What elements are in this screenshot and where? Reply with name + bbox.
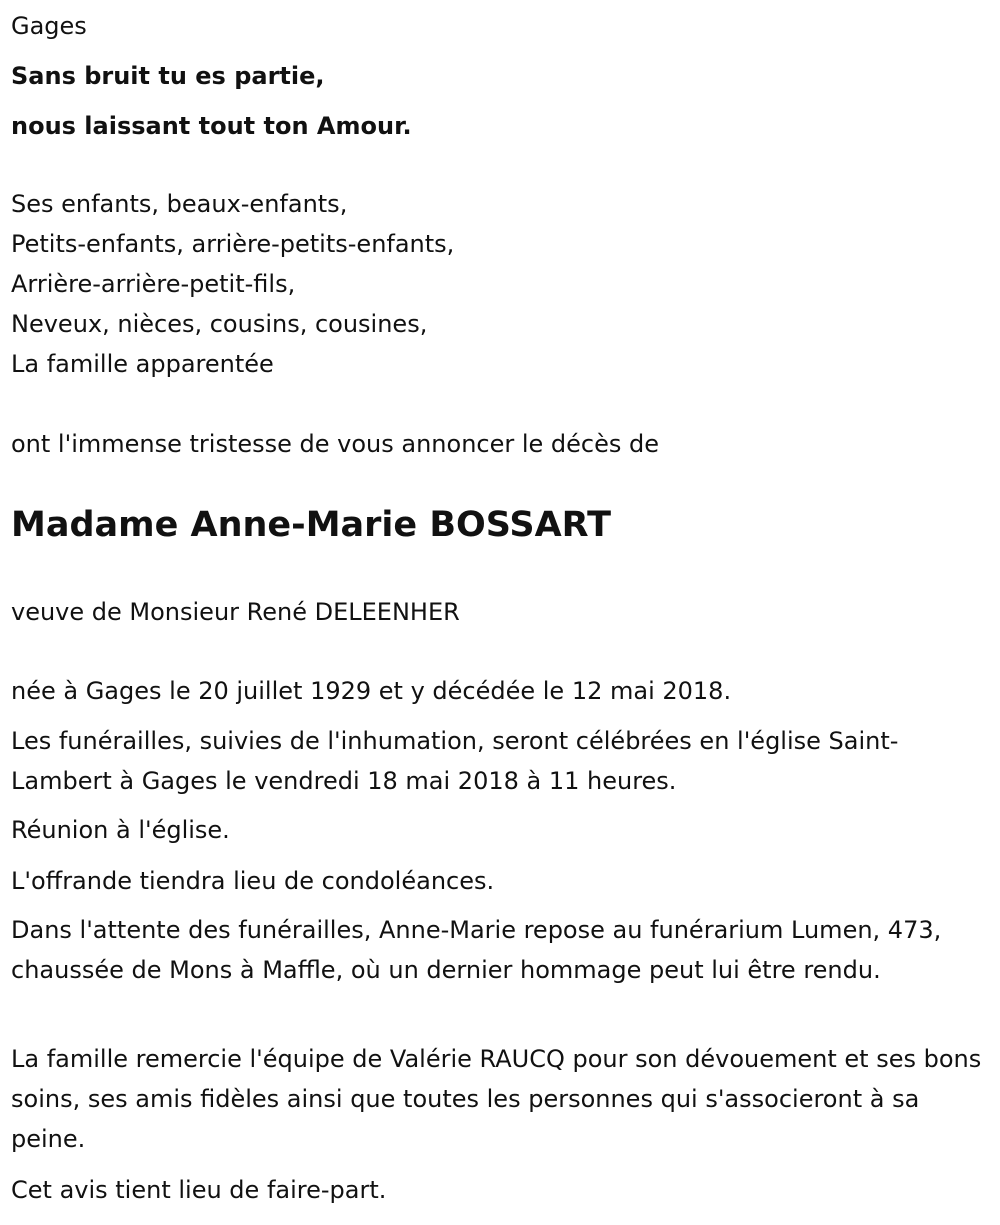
birth-death-paragraph: née à Gages le 20 juillet 1929 et y décédée le 12 mai 2018.: [11, 677, 732, 705]
announcement-text: ont l'immense tristesse de vous annoncer le décès de: [11, 430, 660, 458]
poem-line-2: nous laissant tout ton Amour.: [11, 112, 412, 140]
family-line-3: Arrière-arrière-petit-fils,: [11, 270, 296, 298]
closing-paragraph: Cet avis tient lieu de faire-part.: [11, 1176, 387, 1204]
deceased-name: Madame Anne-Marie BOSSART: [11, 505, 611, 545]
family-line-5: La famille apparentée: [11, 350, 274, 378]
rest-paragraph: Dans l'attente des funérailles, Anne-Marie repose au funérarium Lumen, 473, chaussée de Mons à Maffle, où un dernier hommage peut lui être rendu.: [11, 916, 942, 984]
funeral-paragraph: Les funérailles, suivies de l'inhumation, seront célébrées en l'église Saint-Lambert à Gages le vendredi 18 mai 2018 à 11 heures.: [11, 727, 899, 795]
place-heading: Gages: [11, 12, 87, 40]
family-line-1: Ses enfants, beaux-enfants,: [11, 190, 348, 218]
poem-line-1: Sans bruit tu es partie,: [11, 62, 325, 90]
meeting-paragraph: Réunion à l'église.: [11, 816, 230, 844]
widow-of-text: veuve de Monsieur René DELEENHER: [11, 598, 460, 626]
family-line-4: Neveux, nièces, cousins, cousines,: [11, 310, 428, 338]
thanks-paragraph: La famille remercie l'équipe de Valérie RAUCQ pour son dévouement et ses bons soins, ses amis fidèles ainsi que toutes les personnes qui s'associeront à sa peine.: [11, 1045, 982, 1153]
family-line-2: Petits-enfants, arrière-petits-enfants,: [11, 230, 455, 258]
offering-paragraph: L'offrande tiendra lieu de condoléances.: [11, 867, 495, 895]
